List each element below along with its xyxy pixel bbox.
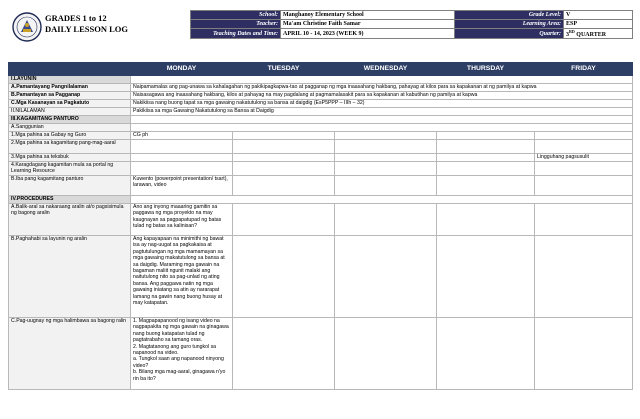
iba-monday: Kuwento (powerpoint presentation/ tsart), larawan, video [131,176,233,196]
day-wednesday: WEDNESDAY [335,63,437,76]
quarter-number: 3 [566,32,569,38]
teacher-value: Ma'am Christine Faith Samar [281,20,455,29]
pag-text-1: 1. Magpapapanood ng isang video na nagpapakita ng mga gawain na ginagawa nang buong katapatan tulad ng pagtatrabaho sa tamang oras. [133,318,229,344]
nilalaman-text: Pakikiisa sa mga Gawaing Nakatutulong sa Bansa at Daigdig [131,108,633,116]
empty-cell [335,140,437,154]
section-nilalaman: II.NILALAMAN [9,108,131,116]
empty-cell [437,236,535,318]
teacher-label: Teacher: [191,20,281,29]
day-tuesday: TUESDAY [233,63,335,76]
balik-label: A.Balik-aral sa nakaraang aralin at/o pagsisimula ng bagong aralin [9,204,131,236]
pag-text-2: 2. Magtatanong ang guro tungkol sa napanood na video. [133,343,217,357]
gabay-label: 1.Mga pahina sa Gabay ng Guro [9,132,131,140]
teksbuk-friday: Lingguhang pagsusulit [535,154,633,162]
dates-label: Teaching Dates and Time: [191,29,281,39]
quarter-label: Quarter: [455,29,564,39]
empty-cell [233,176,335,196]
school-label: School: [191,11,281,20]
empty-cell [335,154,437,162]
corner-cell [9,63,131,76]
day-monday: MONDAY [131,63,233,76]
row-text-c: Nakikiisa nang buong tapat sa mga gawaing nakatutulong sa bansa at daigdig (EsP5PPP – IIIh – 32) [131,100,633,108]
empty-cell [131,154,233,162]
empty-cell [437,140,535,154]
empty-cell [131,196,633,204]
empty-cell [437,132,535,140]
empty-cell [233,154,335,162]
quarter-suffix: RD [569,29,575,34]
day-thursday: THURSDAY [437,63,535,76]
row-text-a: Naipamamalas ang pag-unawa sa kahalagahan ng pakikipagkapwa-tao at pagganap ng mga inaasahang hakbang, pahayag at kilos para sa kapakanan at ng pamilya at kapwa [131,84,633,92]
empty-cell [131,124,633,132]
row-label-c: C.Mga Kasanayan sa Pagkatuto [9,100,131,108]
empty-cell [335,204,437,236]
section-kagamitan: III.KAGAMITANG PANTURO [9,116,131,124]
empty-cell [233,140,335,154]
empty-cell [335,318,437,390]
empty-cell [131,140,233,154]
empty-cell [131,76,633,84]
empty-cell [535,132,633,140]
gabay-monday: CG ph [131,132,233,140]
empty-cell [335,176,437,196]
quarter-word: QUARTER [574,32,607,38]
empty-cell [335,162,437,176]
empty-cell [437,154,535,162]
balik-monday: Ano ang inyong maaaring gamitin sa paggawa ng mga proyekto na may kaugnayan sa pagpapatupad ng batas tulad ng batas sa kalinisan? [131,204,233,236]
pag-uugnay-label: C.Pag-uugnay ng mga halimbawa sa bagong ralin [9,318,131,390]
teksbuk-label: 3.Mga pahina sa teksbuk [9,154,131,162]
kagamitang-label: 2.Mga pahina sa kagamitang pang-mag-aaral [9,140,131,154]
empty-cell [437,162,535,176]
title-line-1: GRADES 1 to 12 [45,13,107,23]
paghahabi-label: B.Paghahabi sa layunin ng aralin [9,236,131,318]
section-layunin: I.LAYUNIN [9,76,131,84]
empty-cell [535,236,633,318]
header [8,10,632,55]
pag-text-4: b. Bilang mga mag-aaral, ginagawa n'yo rin ba ito? [133,369,226,382]
paghahabi-monday: Ang kapayapaan na minimithi ng bawat isa ay nag-uugat sa pagkakaisa at pagtutulungan ng mga mamamayan sa mga gawaing makatutulong sa bansa at sa daigdig. Maraming mga gawain na bagaman maliit ngunit malaki ang naitutulong nito sa pag-unlad ng ating bansa. Ang paggawa natin ng mga gawaing iniatang sa atin ay nararapat lamang na gawin nang buong husay at may katapatan. [131,236,233,318]
day-friday: FRIDAY [535,63,633,76]
pag-text-3: a. Tungkol saan ang napanood ninyong video? [133,356,224,369]
iba-label: B.Iba pang kagamitang panturo [9,176,131,196]
empty-cell [131,116,633,124]
empty-cell [233,162,335,176]
empty-cell [335,132,437,140]
empty-cell [437,318,535,390]
empty-cell [535,140,633,154]
empty-cell [335,236,437,318]
empty-cell [437,204,535,236]
row-label-b: B.Pamantayan sa Pagganap [9,92,131,100]
empty-cell [535,176,633,196]
row-text-b: Naisasagawa ang inaasahang hakbang, kilos at pahayag na may pagdalang at pagmamalasakit para sa kapakanan at kabutihan ng pamilya at kapwa [131,92,633,100]
grade-value: V [564,11,633,20]
empty-cell [233,204,335,236]
section-procedures: IV.PROCEDURES [9,196,131,204]
empty-cell [437,176,535,196]
lesson-log-page [8,10,632,382]
empty-cell [233,132,335,140]
deped-seal-icon [12,12,42,42]
row-label-a: A.Pamantayang Pangnilalaman [9,84,131,92]
portal-label: 4.Karagdagang kagamitan mula sa portal ng Learning Resource [9,162,131,176]
title-line-2: DAILY LESSON LOG [45,23,128,34]
empty-cell [535,204,633,236]
lesson-table [8,62,633,390]
area-label: Learning Area: [455,20,564,29]
empty-cell [535,162,633,176]
dates-value: APRIL 10 - 14, 2023 (WEEK 9) [281,29,455,39]
empty-cell [131,162,233,176]
quarter-value [564,29,633,39]
sanggunian-label: A.Sanggunian [9,124,131,132]
empty-cell [233,236,335,318]
school-value: Manghanoy Elementary School [281,11,455,20]
info-table [190,10,633,39]
empty-cell [535,318,633,390]
grade-label: Grade Level: [455,11,564,20]
empty-cell [233,318,335,390]
page-title [45,13,128,34]
area-value: ESP [564,20,633,29]
pag-uugnay-monday [131,318,233,390]
